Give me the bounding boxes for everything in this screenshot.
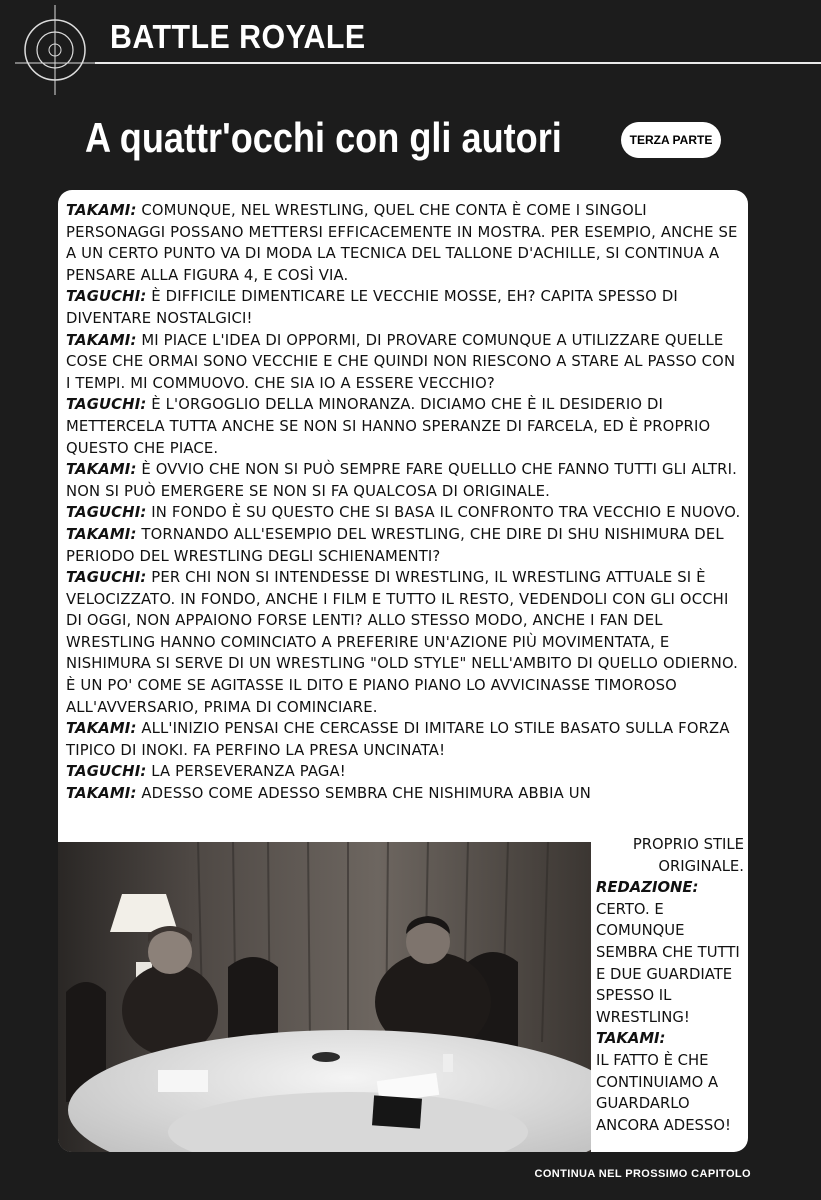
dialogue-line — [596, 877, 744, 1028]
dialogue-body: CERTO. E COMUNQUE SEMBRA CHE TUTTI E DUE GUARDIATE SPESSO IL WRESTLING! — [596, 900, 740, 1026]
speaker-label: TAGUCHI: — [66, 569, 147, 587]
speaker-label: REDAZIONE: — [596, 879, 699, 897]
dialogue-body: LA PERSEVERANZA PAGA! — [151, 763, 346, 781]
dialogue-body: IN FONDO È SU QUESTO CHE SI BASA IL CONFRONTO TRA VECCHIO E NUOVO. — [151, 504, 741, 522]
dialogue-line — [66, 718, 742, 761]
dialogue-body: ALL'INIZIO PENSAI CHE CERCASSE DI IMITARE LO STILE BASATO SULLA FORZA TIPICO DI INOKI. FA PERFINO LA PRESA UNCINATA! — [66, 720, 730, 759]
crosshair-icon — [10, 5, 100, 95]
dialogue-line — [66, 459, 742, 502]
speaker-label: TAKAMI: — [66, 720, 137, 738]
dialogue-body: È L'ORGOGLIO DELLA MINORANZA. DICIAMO CHE È IL DESIDERIO DI METTERCELA TUTTA ANCHE SE NON SI HANNO SPERANZE DI FARCELA, ED È PROPRIO QUESTO CHE PIACE. — [66, 396, 711, 457]
speaker-label: TAKAMI: — [66, 202, 137, 219]
dialogue-line — [596, 834, 744, 877]
dialogue-body: ADESSO COME ADESSO SEMBRA CHE NISHIMURA ABBIA UN — [141, 785, 591, 803]
dialogue-body: PROPRIO STILE ORIGINALE. — [632, 836, 744, 875]
dialogue-line — [66, 567, 742, 718]
header-divider — [95, 62, 821, 64]
interview-panel — [58, 190, 748, 1152]
dialogue-line — [66, 330, 742, 395]
speaker-label: TAGUCHI: — [66, 504, 147, 522]
interview-photo — [58, 842, 591, 1152]
speaker-label: TAGUCHI: — [66, 396, 147, 414]
dialogue-line — [66, 502, 742, 524]
photo-illustration — [58, 842, 591, 1152]
dialogue-line — [66, 286, 742, 329]
dialogue-body: COMUNQUE, NEL WRESTLING, QUEL CHE CONTA È COME I SINGOLI PERSONAGGI POSSANO METTERSI EFFICACEMENTE IN MOSTRA. PER ESEMPIO, ANCHE SE A UN CERTO PUNTO VA DI MODA LA TECNICA DEL TALLONE D'ACHILLE, SI CONTINUA A PENSARE ALLA FIGURA 4, E COSÌ VIA. — [66, 202, 738, 284]
dialogue-line — [596, 1028, 744, 1136]
speaker-label: TAKAMI: — [66, 461, 137, 479]
dialogue-line — [66, 200, 742, 286]
article-title: A quattr'occhi con gli autori — [85, 114, 562, 161]
dialogue-body: IL FATTO È CHE CONTINUIAMO A GUARDARLO ANCORA ADESSO! — [596, 1051, 731, 1134]
dialogue-body: TORNANDO ALL'ESEMPIO DEL WRESTLING, CHE DIRE DI SHU NISHIMURA DEL PERIODO DEL WRESTLING DEGLI SCHIENAMENTI? — [66, 525, 724, 565]
part-badge: TERZA PARTE — [621, 122, 721, 158]
speaker-label: TAKAMI: — [66, 525, 137, 543]
side-column-text — [596, 834, 744, 1136]
dialogue-line — [66, 394, 742, 459]
speaker-label: TAKAMI: — [66, 331, 137, 349]
dialogue-body: MI PIACE L'IDEA DI OPPORMI, DI PROVARE COMUNQUE A UTILIZZARE QUELLE COSE CHE ORMAI SONO VECCHIE E CHE QUINDI NON RIESCONO A STARE AL PASSO CON I TEMPI. MI COMMUOVO. CHE SIA IO A ESSERE VECCHIO? — [66, 331, 736, 392]
speaker-label: TAGUCHI: — [66, 288, 147, 306]
dialogue-text — [66, 200, 742, 805]
dialogue-body: È DIFFICILE DIMENTICARE LE VECCHIE MOSSE, EH? CAPITA SPESSO DI DIVENTARE NOSTALGICI! — [66, 288, 678, 327]
dialogue-body: È OVVIO CHE NON SI PUÒ SEMPRE FARE QUELLLO CHE FANNO TUTTI GLI ALTRI. NON SI PUÒ EMERGERE SE NON SI FA QUALCOSA DI ORIGINALE. — [66, 461, 737, 500]
series-title: BATTLE ROYALE — [110, 18, 366, 55]
dialogue-line — [66, 761, 742, 783]
speaker-label: TAGUCHI: — [66, 763, 147, 781]
dialogue-body: PER CHI NON SI INTENDESSE DI WRESTLING, IL WRESTLING ATTUALE SI È VELOCIZZATO. IN FONDO, ANCHE I FILM E TUTTO IL RESTO, VEDENDOLI CON GLI OCCHI DI OGGI, NON APPAIONO FORSE LENTI? ALLO STESSO MODO, ANCHE I FAN DEL WRESTLING HANNO COMINCIATO A PREFERIRE UN'AZIONE PIÙ MOVIMENTATA, E NISHIMURA SI SERVE DI UN WRESTLING "OLD STYLE" NELL'AMBITO DI QUELLO ODIERNO. È UN PO' COME SE AGITASSE IL DITO E PIANO PIANO LO AVVICINASSE TIMOROSO ALL'AVVERSARIO, PRIMA DI COMINCIARE. — [66, 569, 739, 716]
speaker-label: TAKAMI: — [596, 1030, 666, 1048]
dialogue-line — [66, 524, 742, 567]
dialogue-line — [66, 783, 742, 805]
speaker-label: TAKAMI: — [66, 785, 137, 803]
continue-note: CONTINUA NEL PROSSIMO CAPITOLO — [534, 1168, 751, 1180]
